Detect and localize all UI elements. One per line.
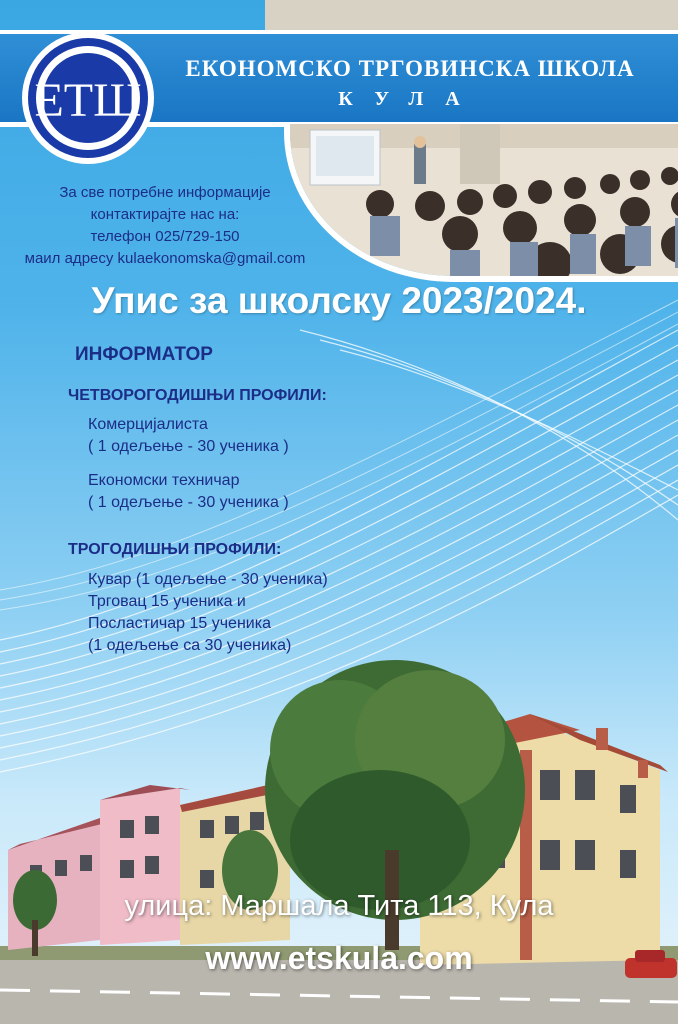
website-text: www.etskula.com bbox=[205, 940, 473, 976]
profile-item bbox=[88, 414, 289, 458]
enrollment-headline: Упис за школску 2023/2024. bbox=[91, 280, 587, 321]
logo-text: ЕТШ bbox=[34, 74, 142, 127]
school-name: ЕКОНОМСКО ТРГОВИНСКА ШКОЛА bbox=[185, 56, 635, 81]
three-year-profiles-title: ТРОГОДИШЊИ ПРОФИЛИ: bbox=[68, 541, 282, 558]
profile-detail: ( 1 одељење - 30 ученика ) bbox=[88, 494, 289, 511]
contact-block bbox=[0, 182, 330, 270]
classroom-photo bbox=[284, 124, 678, 282]
profile-name: Комерцијалиста bbox=[88, 416, 208, 433]
profile-line: Трговац 15 ученика и bbox=[88, 593, 246, 610]
profile-line: Кувар (1 одељење - 30 ученика) bbox=[88, 571, 328, 588]
school-town: КУЛА bbox=[338, 88, 482, 110]
profile-line: Посластичар 15 ученика bbox=[88, 615, 271, 632]
contact-phone: телефон 025/729-150 bbox=[90, 228, 240, 245]
four-year-profiles-title: ЧЕТВОРОГОДИШЊИ ПРОФИЛИ: bbox=[68, 387, 327, 404]
profile-item bbox=[88, 470, 289, 514]
informator-title: ИНФОРМАТОР bbox=[75, 344, 213, 365]
top-photo-strip bbox=[265, 0, 678, 34]
profile-detail: ( 1 одељење - 30 ученика ) bbox=[88, 438, 289, 455]
school-logo bbox=[20, 30, 160, 170]
profile-line: (1 одељење са 30 ученика) bbox=[88, 637, 292, 654]
contact-line-2: контактирајте нас на: bbox=[90, 206, 240, 223]
profile-name: Економски техничар bbox=[88, 472, 240, 489]
contact-email: маил адресу kulaekonomska@gmail.com bbox=[24, 250, 306, 267]
address-text: улица: Маршала Тита 113, Кула bbox=[124, 890, 554, 922]
contact-line-1: За све потребне информације bbox=[59, 184, 271, 201]
